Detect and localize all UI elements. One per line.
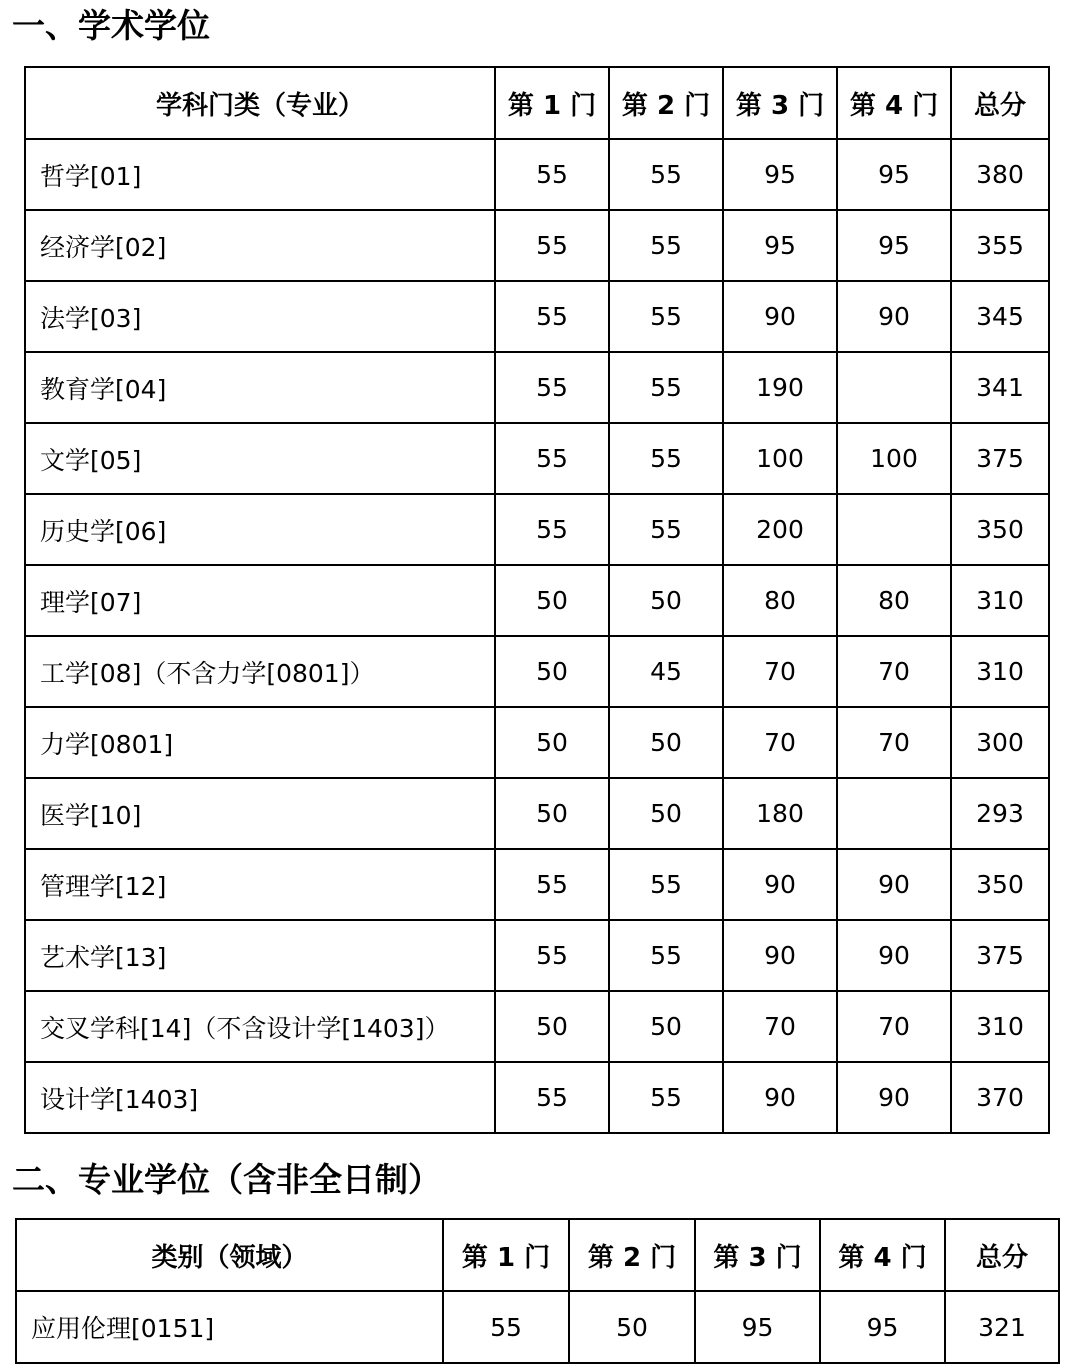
total-score: 375 [951, 423, 1049, 494]
total-score: 321 [945, 1291, 1059, 1363]
total-score: 300 [951, 707, 1049, 778]
column-header-subject-2: 第 2 门 [609, 67, 723, 139]
subject-4-score: 100 [837, 423, 951, 494]
subject-4-score [837, 494, 951, 565]
discipline-name: 哲学[01] [25, 139, 495, 210]
total-score: 345 [951, 281, 1049, 352]
discipline-name: 历史学[06] [25, 494, 495, 565]
section-title-professional: 二、专业学位（含非全日制） [12, 1160, 441, 1199]
total-score: 293 [951, 778, 1049, 849]
table-row [25, 565, 1049, 636]
subject-3-score: 70 [723, 991, 837, 1062]
discipline-name: 教育学[04] [25, 352, 495, 423]
subject-3-score: 90 [723, 849, 837, 920]
total-score: 310 [951, 636, 1049, 707]
total-score: 380 [951, 139, 1049, 210]
table-header-row [16, 1219, 1059, 1291]
section-title-academic: 一、学术学位 [12, 6, 210, 45]
column-header-subject-2: 第 2 门 [569, 1219, 695, 1291]
total-score: 310 [951, 991, 1049, 1062]
table-row [25, 849, 1049, 920]
subject-2-score: 55 [609, 920, 723, 991]
subject-1-score: 50 [495, 707, 609, 778]
table-row [25, 423, 1049, 494]
column-header-subject-4: 第 4 门 [820, 1219, 945, 1291]
subject-3-score: 90 [723, 281, 837, 352]
discipline-name: 经济学[02] [25, 210, 495, 281]
subject-4-score: 90 [837, 920, 951, 991]
subject-1-score: 55 [495, 281, 609, 352]
discipline-name: 管理学[12] [25, 849, 495, 920]
subject-2-score: 55 [609, 849, 723, 920]
column-header-category: 类别（领域） [16, 1219, 443, 1291]
subject-4-score: 95 [837, 139, 951, 210]
subject-1-score: 50 [495, 991, 609, 1062]
subject-4-score: 90 [837, 281, 951, 352]
total-score: 341 [951, 352, 1049, 423]
subject-4-score [837, 778, 951, 849]
column-header-total: 总分 [945, 1219, 1059, 1291]
category-name: 应用伦理[0151] [16, 1291, 443, 1363]
subject-1-score: 50 [495, 565, 609, 636]
subject-2-score: 50 [569, 1291, 695, 1363]
discipline-name: 医学[10] [25, 778, 495, 849]
subject-2-score: 55 [609, 210, 723, 281]
subject-3-score: 70 [723, 636, 837, 707]
subject-1-score: 50 [495, 778, 609, 849]
table-row [25, 1062, 1049, 1133]
subject-2-score: 55 [609, 494, 723, 565]
table-row [25, 778, 1049, 849]
discipline-name: 交叉学科[14]（不含设计学[1403]） [25, 991, 495, 1062]
subject-2-score: 45 [609, 636, 723, 707]
subject-4-score: 95 [837, 210, 951, 281]
subject-1-score: 55 [495, 210, 609, 281]
table-row [25, 991, 1049, 1062]
subject-1-score: 55 [495, 423, 609, 494]
subject-2-score: 55 [609, 352, 723, 423]
subject-2-score: 55 [609, 1062, 723, 1133]
discipline-name: 力学[0801] [25, 707, 495, 778]
subject-3-score: 190 [723, 352, 837, 423]
discipline-name: 工学[08]（不含力学[0801]） [25, 636, 495, 707]
subject-3-score: 180 [723, 778, 837, 849]
total-score: 350 [951, 494, 1049, 565]
column-header-subject-1: 第 1 门 [495, 67, 609, 139]
subject-1-score: 55 [495, 1062, 609, 1133]
academic-degree-score-table [24, 66, 1050, 1134]
column-header-subject-1: 第 1 门 [443, 1219, 569, 1291]
subject-2-score: 55 [609, 139, 723, 210]
total-score: 355 [951, 210, 1049, 281]
subject-2-score: 55 [609, 281, 723, 352]
subject-1-score: 55 [495, 849, 609, 920]
subject-1-score: 55 [495, 139, 609, 210]
subject-1-score: 55 [443, 1291, 569, 1363]
table-row [25, 920, 1049, 991]
subject-4-score: 95 [820, 1291, 945, 1363]
discipline-name: 文学[05] [25, 423, 495, 494]
table-row [25, 352, 1049, 423]
subject-4-score: 70 [837, 991, 951, 1062]
table-header-row [25, 67, 1049, 139]
subject-3-score: 95 [723, 210, 837, 281]
subject-3-score: 70 [723, 707, 837, 778]
subject-3-score: 200 [723, 494, 837, 565]
subject-2-score: 50 [609, 565, 723, 636]
subject-4-score: 70 [837, 707, 951, 778]
subject-3-score: 90 [723, 920, 837, 991]
subject-1-score: 50 [495, 636, 609, 707]
column-header-subject-3: 第 3 门 [723, 67, 837, 139]
subject-2-score: 50 [609, 991, 723, 1062]
table-row [25, 494, 1049, 565]
discipline-name: 设计学[1403] [25, 1062, 495, 1133]
subject-4-score: 70 [837, 636, 951, 707]
total-score: 310 [951, 565, 1049, 636]
subject-4-score: 90 [837, 849, 951, 920]
table-row [16, 1291, 1059, 1363]
column-header-subject-4: 第 4 门 [837, 67, 951, 139]
table-row [25, 210, 1049, 281]
subject-3-score: 80 [723, 565, 837, 636]
subject-3-score: 90 [723, 1062, 837, 1133]
table-row [25, 707, 1049, 778]
discipline-name: 法学[03] [25, 281, 495, 352]
table-row [25, 636, 1049, 707]
subject-4-score: 90 [837, 1062, 951, 1133]
column-header-discipline: 学科门类（专业） [25, 67, 495, 139]
column-header-subject-3: 第 3 门 [695, 1219, 820, 1291]
total-score: 375 [951, 920, 1049, 991]
subject-3-score: 95 [695, 1291, 820, 1363]
subject-4-score [837, 352, 951, 423]
column-header-total: 总分 [951, 67, 1049, 139]
subject-2-score: 50 [609, 707, 723, 778]
subject-4-score: 80 [837, 565, 951, 636]
table-row [25, 139, 1049, 210]
total-score: 350 [951, 849, 1049, 920]
discipline-name: 理学[07] [25, 565, 495, 636]
discipline-name: 艺术学[13] [25, 920, 495, 991]
subject-3-score: 95 [723, 139, 837, 210]
table-row [25, 281, 1049, 352]
subject-1-score: 55 [495, 352, 609, 423]
subject-1-score: 55 [495, 494, 609, 565]
subject-1-score: 55 [495, 920, 609, 991]
subject-3-score: 100 [723, 423, 837, 494]
subject-2-score: 55 [609, 423, 723, 494]
total-score: 370 [951, 1062, 1049, 1133]
subject-2-score: 50 [609, 778, 723, 849]
professional-degree-score-table [15, 1218, 1060, 1364]
